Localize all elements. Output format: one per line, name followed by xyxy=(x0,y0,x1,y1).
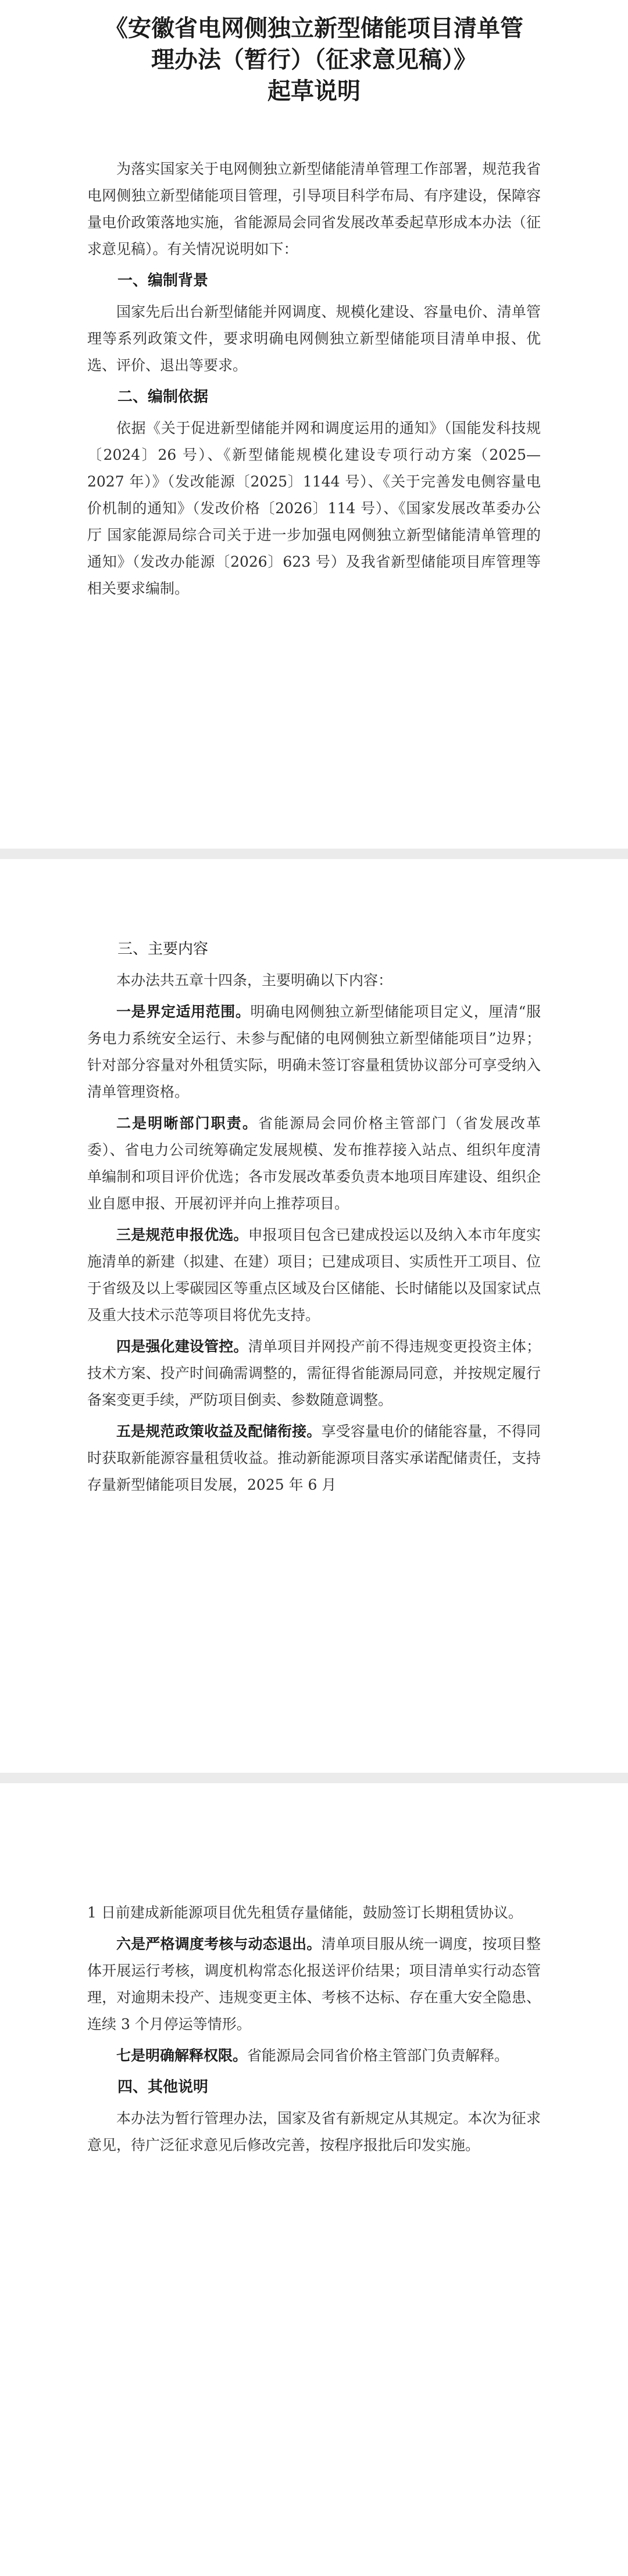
page-gap-2 xyxy=(0,1773,628,1783)
section-4-text: 本办法为暂行管理办法，国家及省有新规定从其规定。本次为征求意见，待广泛征求意见后修改完善，按程序报批后印发实施。 xyxy=(87,2110,541,2153)
item-1-text: 明确电网侧独立新型储能项目定义，厘清“服务电力系统安全运行、未参与配储的电网侧独立新型储能项目”边界；针对部分容量对外租赁实际，明确未签订容量租赁协议部分可享受纳入清单管理资格。 xyxy=(87,1003,541,1100)
section-3-item-4 xyxy=(87,1333,541,1414)
section-3-item-6 xyxy=(87,1931,541,2038)
title-line-1: 《安徽省电网侧独立新型储能项目清单管 xyxy=(105,15,523,42)
sheet-2-body xyxy=(87,932,541,1503)
section-3-item-1 xyxy=(87,999,541,1105)
item-7-lead: 七是明确解释权限。 xyxy=(116,2047,248,2064)
item-6-lead: 六是严格调度考核与动态退出。 xyxy=(116,1935,322,1952)
item-4-lead: 四是强化建设管控。 xyxy=(116,1338,248,1355)
title-line-2: 理办法（暂行）（征求意见稿）》 xyxy=(151,46,477,73)
section-3-item-7 xyxy=(87,2042,541,2069)
item-2-lead: 二是明晰部门职责。 xyxy=(116,1115,259,1132)
section-2-text: 依据《关于促进新型储能并网和调度运用的通知》（国能发科技规〔2024〕26 号）、《新型储能规模化建设专项行动方案（2025—2027 年）》（发改能源〔2025〕1144 号）、《关于完善发电侧容量电价机制的通知》（发改价格〔2026〕114 号）、《国家发展改革委办公厅 国家能源局综合司关于进一步加强电网侧独立新型储能清单管理的通知》（发改办能源〔2026〕623 号）及我省新型储能项目库管理等相关要求编制。 xyxy=(87,420,541,597)
item-5-text: 享受容量电价的储能容量，不得同时获取新能源容量租赁收益。推动新能源项目落实承诺配储责任，支持存量新型储能项目发展，2025 年 6 月 xyxy=(87,1423,541,1493)
section-3-summary: 本办法共五章十四条，主要明确以下内容： xyxy=(116,972,393,989)
section-3-heading: 三、主要内容 xyxy=(117,940,209,958)
document-sheet-2 xyxy=(0,859,628,1773)
title-line-3: 起草说明 xyxy=(267,77,361,105)
item-3-lead: 三是规范申报优选。 xyxy=(116,1226,248,1243)
section-3-item-3 xyxy=(87,1222,541,1329)
document-sheet-3 xyxy=(0,1783,628,2576)
section-1-text: 国家先后出台新型储能并网调度、规模化建设、容量电价、清单管理等系列政策文件，要求明确电网侧独立新型储能项目清单申报、优选、评价、退出等要求。 xyxy=(87,303,541,374)
item-3-text: 申报项目包含已建成投运以及纳入本市年度实施清单的新建（拟建、在建）项目；已建成项目、实质性开工项目、位于省级及以上零碳园区等重点区域及台区储能、长时储能以及国家试点及重大技术示范等项目将优先支持。 xyxy=(87,1226,541,1323)
sheet-3-body xyxy=(87,1899,541,2163)
item-7-text: 省能源局会同省价格主管部门负责解释。 xyxy=(247,2047,509,2064)
section-2-heading: 二、编制依据 xyxy=(117,388,209,406)
intro-paragraph: 为落实国家关于电网侧独立新型储能清单管理工作部署，规范我省电网侧独立新型储能项目管理，引导项目科学布局、有序建设，保障容量电价政策落地实施，省能源局会同省发展改革委起草形成本办法（征求意见稿）。有关情况说明如下： xyxy=(87,160,541,257)
section-1-heading: 一、编制背景 xyxy=(117,272,209,289)
item-1-lead: 一是界定适用范围。 xyxy=(116,1003,251,1020)
document-sheet-1 xyxy=(0,0,628,849)
section-3-item-2 xyxy=(87,1110,541,1217)
item-4-text: 清单项目并网投产前不得违规变更投资主体；技术方案、投产时间确需调整的，需征得省能源局同意，并按规定履行备案变更手续，严防项目倒卖、参数随意调整。 xyxy=(87,1338,541,1408)
section-3-item-5 xyxy=(87,1418,541,1498)
item-6-text: 清单项目服从统一调度，按项目整体开展运行考核，调度机构常态化报送评价结果；项目清单实行动态管理，对逾期未投产、违规变更主体、考核不达标、存在重大安全隐患、连续 3 个月停运等情形。 xyxy=(87,1935,541,2033)
section-4-heading: 四、其他说明 xyxy=(117,2078,209,2096)
item-2-text: 省能源局会同价格主管部门（省发展改革委）、省电力公司统筹确定发展规模、发布推荐接入站点、组织年度清单编制和项目评价优选；各市发展改革委负责本地项目库建设、组织企业自愿申报、开展初评并向上推荐项目。 xyxy=(87,1115,541,1212)
page-gap-1 xyxy=(0,849,628,859)
sheet-1-body xyxy=(87,156,541,607)
item-5-lead: 五是规范政策收益及配储衔接。 xyxy=(116,1423,322,1440)
document-title xyxy=(0,13,628,107)
item-5-continuation: 1 日前建成新能源项目优先租赁存量储能，鼓励签订长期租赁协议。 xyxy=(87,1904,523,1921)
